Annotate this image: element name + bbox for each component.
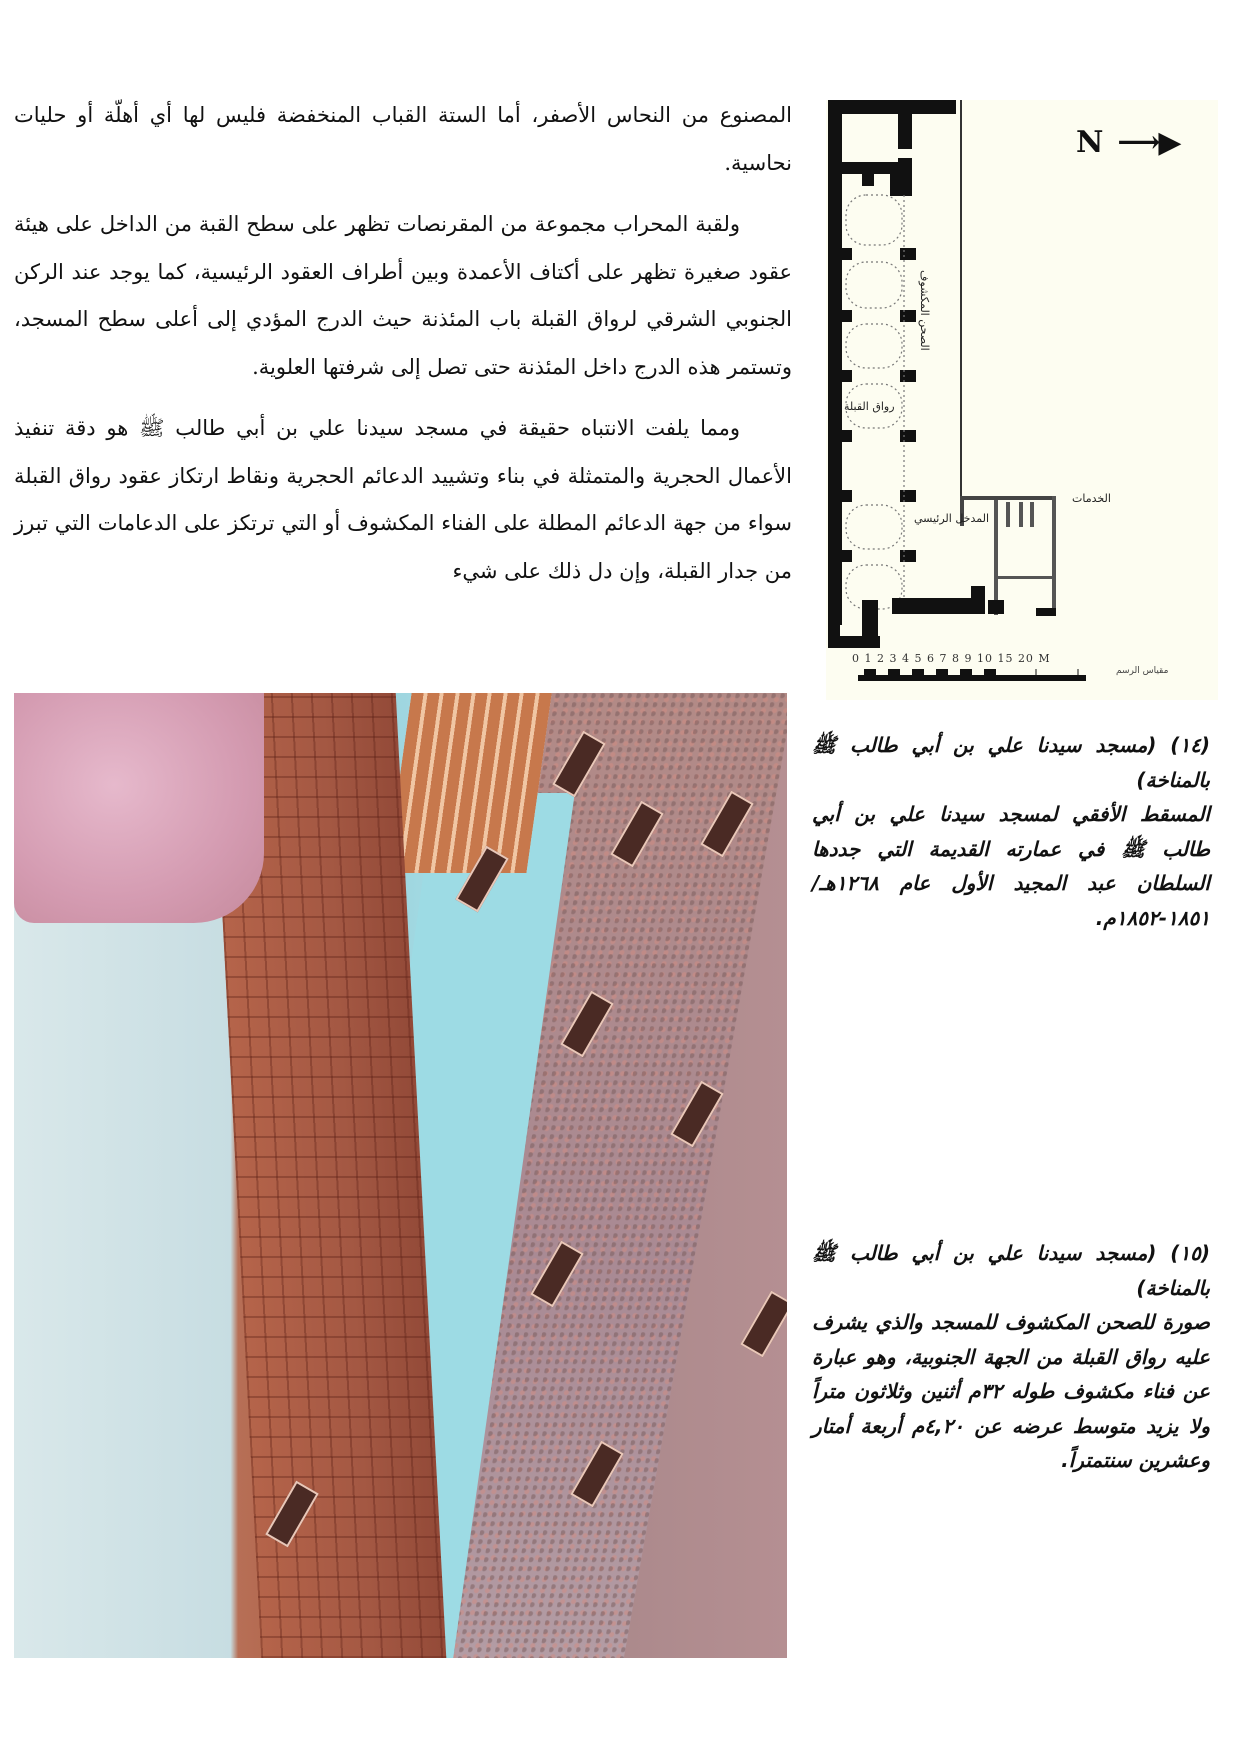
- main-body-text: [14, 92, 792, 609]
- caption-body: صورة للصحن المكشوف للمسجد والذي يشرف عليه رواق القبلة من الجهة الجنوبية، وهو عبارة عن فناء مكشوف طوله ٣٢م أثنين وثلاثون متراً ولا يزيد متوسط عرضه عن ٤,٢٠م أربعة أمتار وعشرين سنتمتراً.: [812, 1310, 1210, 1472]
- tiled-roof: [386, 693, 551, 873]
- figure-caption-15: [812, 1236, 1210, 1478]
- caption-body: المسقط الأفقي لمسجد سيدنا علي بن أبي طالب ﷺ في عمارته القديمة التي جددها السلطان عبد المجيد الأول عام ١٢٦٨هـ/١٨٥١-١٨٥٢م.: [812, 802, 1210, 930]
- scale-bar-ticks: 0 1 2 3 4 5 6 7 8 9 10 15 20 M: [852, 652, 1051, 665]
- caption-title: (١٥) (مسجد سيدنا علي بن أبي طالب ﷺ بالمناخة): [812, 1241, 1210, 1300]
- paragraph-1: المصنوع من النحاس الأصفر، أما الستة القباب المنخفضة فليس لها أي أهلّة أو حليات نحاسية.: [14, 103, 792, 175]
- main-entrance-label: المدخل الرئيسي: [914, 512, 990, 525]
- north-label: N: [1076, 125, 1104, 160]
- scale-bar-caption: مقياس الرسم: [1116, 666, 1169, 676]
- north-indicator: [1076, 125, 1180, 160]
- courtyard-photo: [14, 693, 787, 1658]
- courtyard-label: الصحن المكشوف: [918, 270, 931, 351]
- paragraph-2: ولقبة المحراب مجموعة من المقرنصات تظهر على سطح القبة من الداخل على هيئة عقود صغيرة تظهر على أكتاف الأعمدة وبين أطراف العقود الرئيسية، كما يوجد عند الركن الجنوبي الشرقي لرواق القبلة باب المئذنة حيث الدرج المؤدي إلى أعلى سطح المسجد، وتستمر هذه الدرج داخل المئذنة حتى تصل إلى شرفتها العلوية.: [14, 212, 792, 379]
- window: [740, 1291, 787, 1358]
- services-label: الخدمات: [1072, 492, 1111, 505]
- qibla-arcade-label: رواق القبلة: [844, 400, 895, 413]
- floor-plan-figure: [826, 100, 1218, 700]
- figure-caption-14: [812, 728, 1210, 935]
- dome-shape: [14, 693, 264, 923]
- paragraph-3: ومما يلفت الانتباه حقيقة في مسجد سيدنا علي بن أبي طالب ﷺ هو دقة تنفيذ الأعمال الحجرية والمتمثلة في بناء وتشييد الدعائم الحجرية ونقاط ارتكاز عقود رواق القبلة سواء من جهة الدعائم المطلة على الفناء المكشوف أو التي ترتكز على الدعامات التي تبرز من جدار القبلة، وإن دل ذلك على شيء: [14, 416, 792, 583]
- caption-title: (١٤) (مسجد سيدنا علي بن أبي طالب ﷺ بالمناخة): [812, 733, 1210, 792]
- arrow-right-icon: ⟶▶: [1117, 125, 1180, 160]
